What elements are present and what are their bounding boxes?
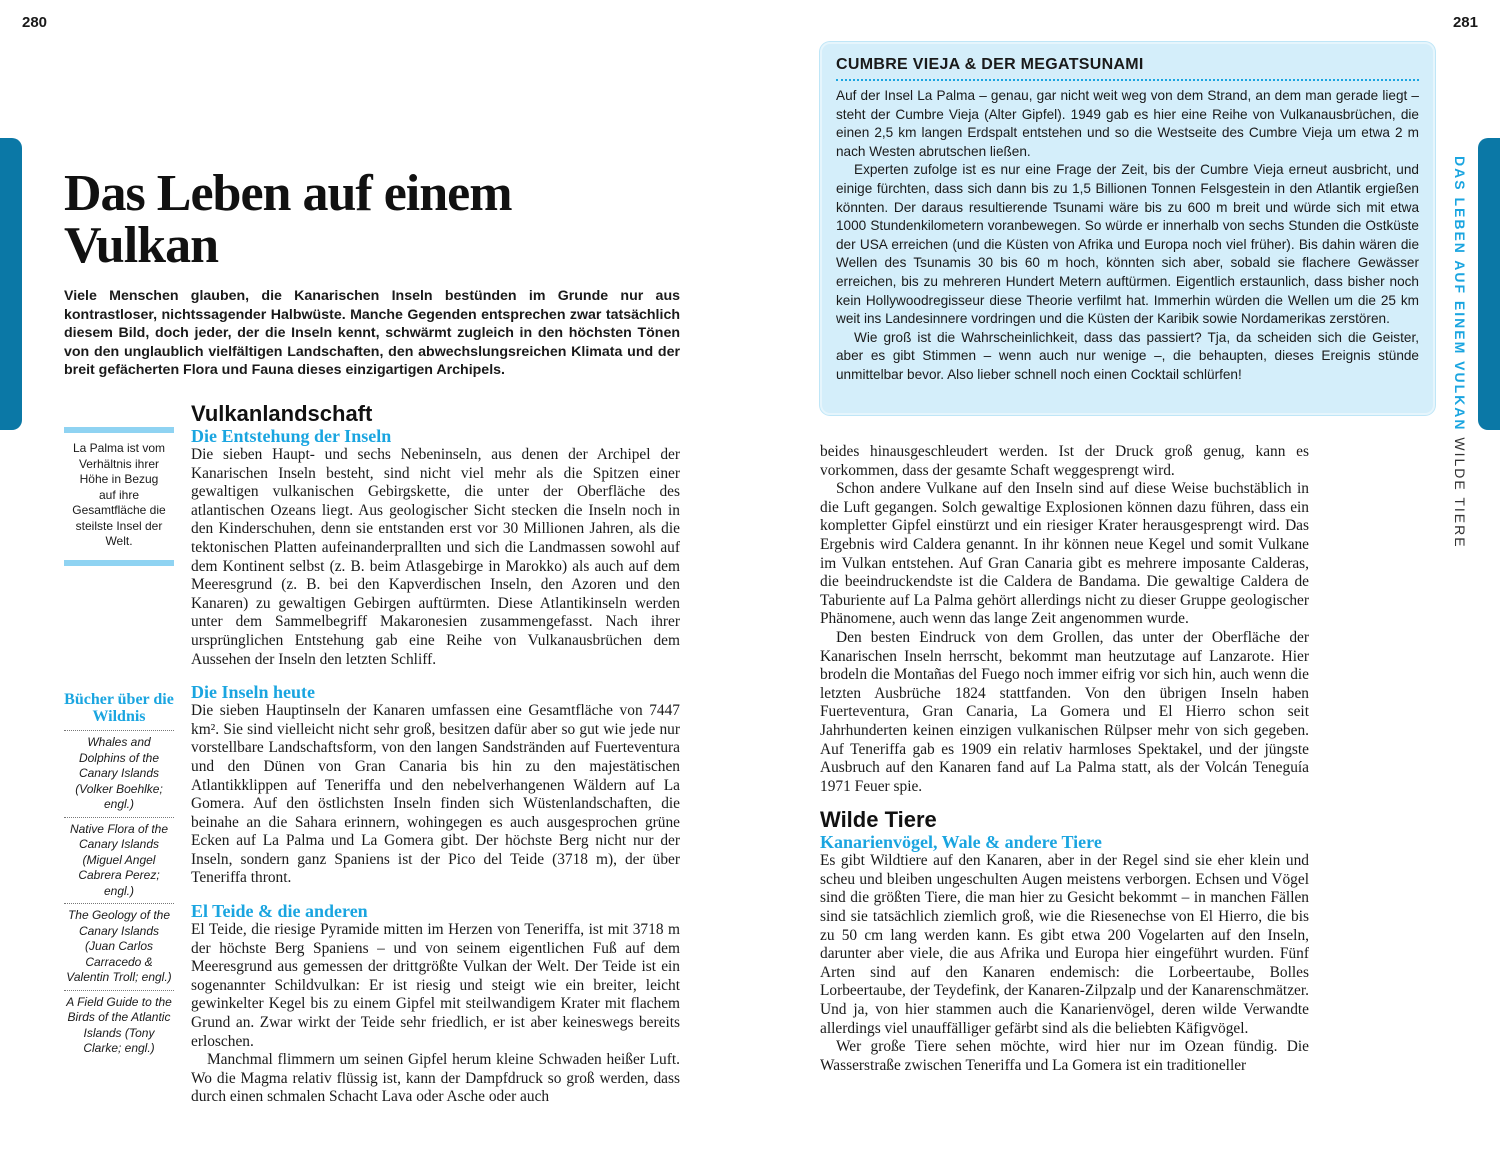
page-number-right: 281: [1452, 14, 1478, 31]
paragraph: Die sieben Haupt- und sechs Nebeninseln, aus denen der Archipel der Kanarischen Inseln besteht, sind nicht viel mehr als die Spitzen einer gewaltigen vulkanischen Gebirgskette, die unter der Oberfläche des atlantischen Ozeans liegt. Aus geologischer Sicht stecken die Inseln noch in den Kinderschuhen, denn sie entstanden erst vor 30 Millionen Jahren, als die tektonischen Platten aufeinanderprallten und sich die Landmassen sowohl auf dem Kontinent selbst (z. B. beim Atlasgebirge in Marokko) als auch auf dem Meeresgrund (z. B. bei den Kapverdischen Inseln, den Azoren und den Kanaren) zu gewaltigen Gebirgen auftürmten. Diese Atlantikinseln werden unter dem Sammelbegriff Makaronesien zusammengefasst. Nach ihrer ursprünglichen Entstehung gab eine Reihe von Vulkanausbrüchen dem Aussehen der Inseln den letzten Schliff.: [191, 446, 680, 668]
running-head-section: WILDE TIERE: [1452, 437, 1468, 549]
chapter-title: Das Leben auf einem Vulkan: [64, 165, 512, 274]
book-list-title: Bücher über die Wildnis: [64, 691, 174, 731]
left-column: [191, 402, 680, 1107]
paragraph: beides hinausgeschleudert werden. Ist der Druck groß genug, kann es vorkommen, dass der gesamte Schaft weggesprengt wird.: [820, 443, 1309, 479]
book-list: [64, 691, 174, 1061]
paragraph: Schon andere Vulkane auf den Inseln sind auf diese Weise buchstäblich in die Luft gegangen. Solch gewaltige Explosionen können dazu führen, dass ein kompletter Gipfel einstürzt und ein riesiger Krater herausgesprengt wird. Das Ergebnis wird Caldera genannt. In ihr können neue Kegel und somit Vulkane im Vulkan entstehen. Auf Gran Canaria gibt es mehrere imposante Calderas, die beeindruckendste ist die Caldera de Bandama. Die gewaltige Caldera de Taburiente auf La Palma gehört allerdings nicht zu dieser Gruppe geologischer Phänomene, auch wenn das lange Zeit angenommen wurde.: [820, 480, 1309, 628]
chapter-tab-left: [0, 138, 22, 430]
info-box-title: CUMBRE VIEJA & DER MEGATSUNAMI: [836, 56, 1419, 81]
chapter-tab-right: [1478, 138, 1500, 430]
section-heading: Vulkanlandschaft: [191, 401, 373, 426]
paragraph: Manchmal flimmern um seinen Gipfel herum kleine Schwaden heißer Luft. Wo die Magma relativ flüssig ist, kann der Dampfdruck so groß werden, dass durch einen schmalen Schacht Lava oder Asche oder auch: [191, 1051, 680, 1106]
chapter-intro: Viele Menschen glauben, die Kanarischen Inseln bestünden im Grunde nur aus kontrastloser, nichtssagender Halbwüste. Manche Gegenden entsprechen zwar tatsächlich diesem Bild, doch jeder, der die Inseln kennt, schwärmt zugleich in den höchsten Tönen von den unglaublich vielfältigen Landschaften, den abwechslungsreichen Klimata und der breit gefächerten Flora und Fauna dieses einzigartigen Archipels.: [64, 288, 680, 379]
info-box: [820, 42, 1435, 415]
paragraph: Auf der Insel La Palma – genau, gar nicht weit weg von dem Strand, an dem man gerade liegt – steht der Cumbre Vieja (Alter Gipfel). 1949 gab es hier eine Reihe von Vulkanausbrüchen, die einen 2,5 km langen Erdspalt entstehen und so die Westseite des Cumbre Vieja um etwa 2 m nach Westen abrutschen ließen.: [836, 88, 1419, 159]
running-head: [1452, 156, 1468, 549]
subheading: Die Inseln heute: [191, 682, 316, 703]
right-column: [820, 443, 1309, 1075]
paragraph: Wie groß ist die Wahrscheinlichkeit, dass das passiert? Tja, da scheiden sich die Geister, aber es gibt Stimmen – wenn auch nur wenige –, die behaupten, dieses Ereignis stünde unmittelbar bevor. Also lieber schnell noch einen Cocktail schlürfen!: [836, 329, 1419, 382]
book-item: Native Flora of the Canary Islands (Miguel Angel Cabrera Perez; engl.): [64, 818, 174, 905]
fact-text: La Palma ist vom Verhältnis ihrer Höhe in Bezug auf ihre Gesamtfläche die steilste Insel der Welt.: [72, 441, 166, 548]
subheading: Die Entstehung der Inseln: [191, 426, 392, 446]
divider: [64, 560, 174, 566]
book-item: A Field Guide to the Birds of the Atlantic Islands (Tony Clarke; engl.): [66, 994, 172, 1055]
section-heading: Wilde Tiere: [820, 807, 937, 833]
fact-callout: [64, 427, 174, 566]
paragraph: Wer große Tiere sehen möchte, wird hier nur im Ozean fündig. Die Wasserstraße zwischen Teneriffa und La Gomera ist ein traditioneller: [820, 1038, 1309, 1074]
paragraph: Es gibt Wildtiere auf den Kanaren, aber in der Regel sind sie eher klein und scheu und bleiben ungeschulten Augen meistens verborgen. Echsen und Vögel sind die größten Tiere, die man hier zu Gesicht bekommt – in manchen Fällen sind sie tatsächlich ziemlich groß, wie die Riesenechse von El Hierro, die bis zu 50 cm lang werden kann. Es gibt etwa 200 Vogelarten auf den Inseln, darunter aber viele, die aus Afrika und Europa hier eingeführt wurden. Fünf Arten sind auf den Kanaren endemisch: die Lorbeertaube, Bolles Lorbeertaube, der Teydefink, der Kanaren-Zilpzalp und der Kanarenschmätzer. Und ja, von hier stammen auch die Kanarienvögel, deren wilde Verwandte allerdings viel unauffälliger gefärbt sind als die beliebten Käfigvögel.: [820, 852, 1309, 1037]
subheading: Kanarienvögel, Wale & andere Tiere: [820, 832, 1102, 853]
running-head-chapter: DAS LEBEN AUF EINEM VULKAN: [1452, 156, 1468, 432]
paragraph: El Teide, die riesige Pyramide mitten im Herzen von Teneriffa, ist mit 3718 m der höchste Berg Spaniens – und von seinem eigentlichen Fuß auf dem Meeresgrund aus gemessen der drittgrößte Vulkan der Welt. Der Teide ist ein sogenannter Schildvulkan: Er ist riesig und steigt wie ein breiter, leicht gewinkelter Kegel bis zu einem Gipfel mit steilwandigem Krater mit flachem Grund an. Zwar wirkt der Teide sehr friedlich, er ist aber keineswegs bereits erloschen.: [191, 921, 680, 1050]
book-item: The Geology of the Canary Islands (Juan Carlos Carracedo & Valentin Troll; engl.): [64, 904, 174, 991]
subheading: El Teide & die anderen: [191, 901, 368, 922]
paragraph: Die sieben Hauptinseln der Kanaren umfassen eine Gesamtfläche von 7447 km². Sie sind vielleicht nicht sehr groß, besitzen dafür aber so gut wie jede nur vorstellbare Landschaftsform, von den langen Sandstränden auf Fuerteventura und den Dünen von Gran Canaria bis hin zu den majestätischen Atlantikklippen auf Teneriffa und den nebelverhangenen Wäldern auf La Gomera. Auf den östlichsten Inseln finden sich Wüstenlandschaften, die beinahe an die Sahara erinnern, wohingegen es auch ausgesprochen grüne Ecken auf La Palma und La Gomera gibt. Der höchste Berg nicht nur der Inseln, sondern ganz Spaniens ist der Pico del Teide (3718 m), der über Teneriffa thront.: [191, 702, 680, 887]
book-item: Whales and Dolphins of the Canary Islands (Volker Boehlke; engl.): [64, 731, 174, 818]
paragraph: Experten zufolge ist es nur eine Frage der Zeit, bis der Cumbre Vieja erneut ausbricht, und einige fürchten, dass sich dann bis zu 1,5 Billionen Tonnen Felsgestein in den Atlantik ergießen könnten. Der daraus resultierende Tsunami wäre bis zu 600 m breit und würde sich mit etwa 1000 Stundenkilometern voranbewegen. So würde er innerhalb von sechs Stunden die Ostküste der USA erreichen (und die Küsten von Afrika und Europa noch viel früher). Bis dahin wären die Wellen des Tsunamis 30 bis 60 m hoch, könnten sich aber, sobald sie flachere Gewässer erreichen, bis zu mehreren Hundert Metern auftürmen. Eigentlich erstaunlich, dass bisher noch kein Hollywoodregisseur diese Theorie verfilmt hat. Immerhin würden die Wellen um die 25 km weit ins Landesinnere vordringen und die Küsten der Karibik sowie Nordamerikas zerstören.: [836, 162, 1419, 327]
page-number-left: 280: [22, 14, 48, 31]
paragraph: Den besten Eindruck von dem Grollen, das unter der Oberfläche der Kanarischen Inseln herrscht, bekommt man heutzutage auf Lanzarote. Hier brodeln die Montañas del Fuego noch immer eifrig vor sich hin, auch wenn die letzten Ausbrüche 1824 stattfanden. Von den übrigen Inseln haben Fuerteventura, Gran Canaria, La Gomera und El Hierro schon seit Jahrhunderten keinen einzigen vulkanischen Rülpser mehr von sich gegeben. Auf Teneriffa gab es 1909 ein relativ harmloses Spektakel, und der jüngste Ausbruch auf den Kanaren fand auf La Palma statt, als der Volcán Teneguía 1971 Feuer spie.: [820, 628, 1309, 795]
